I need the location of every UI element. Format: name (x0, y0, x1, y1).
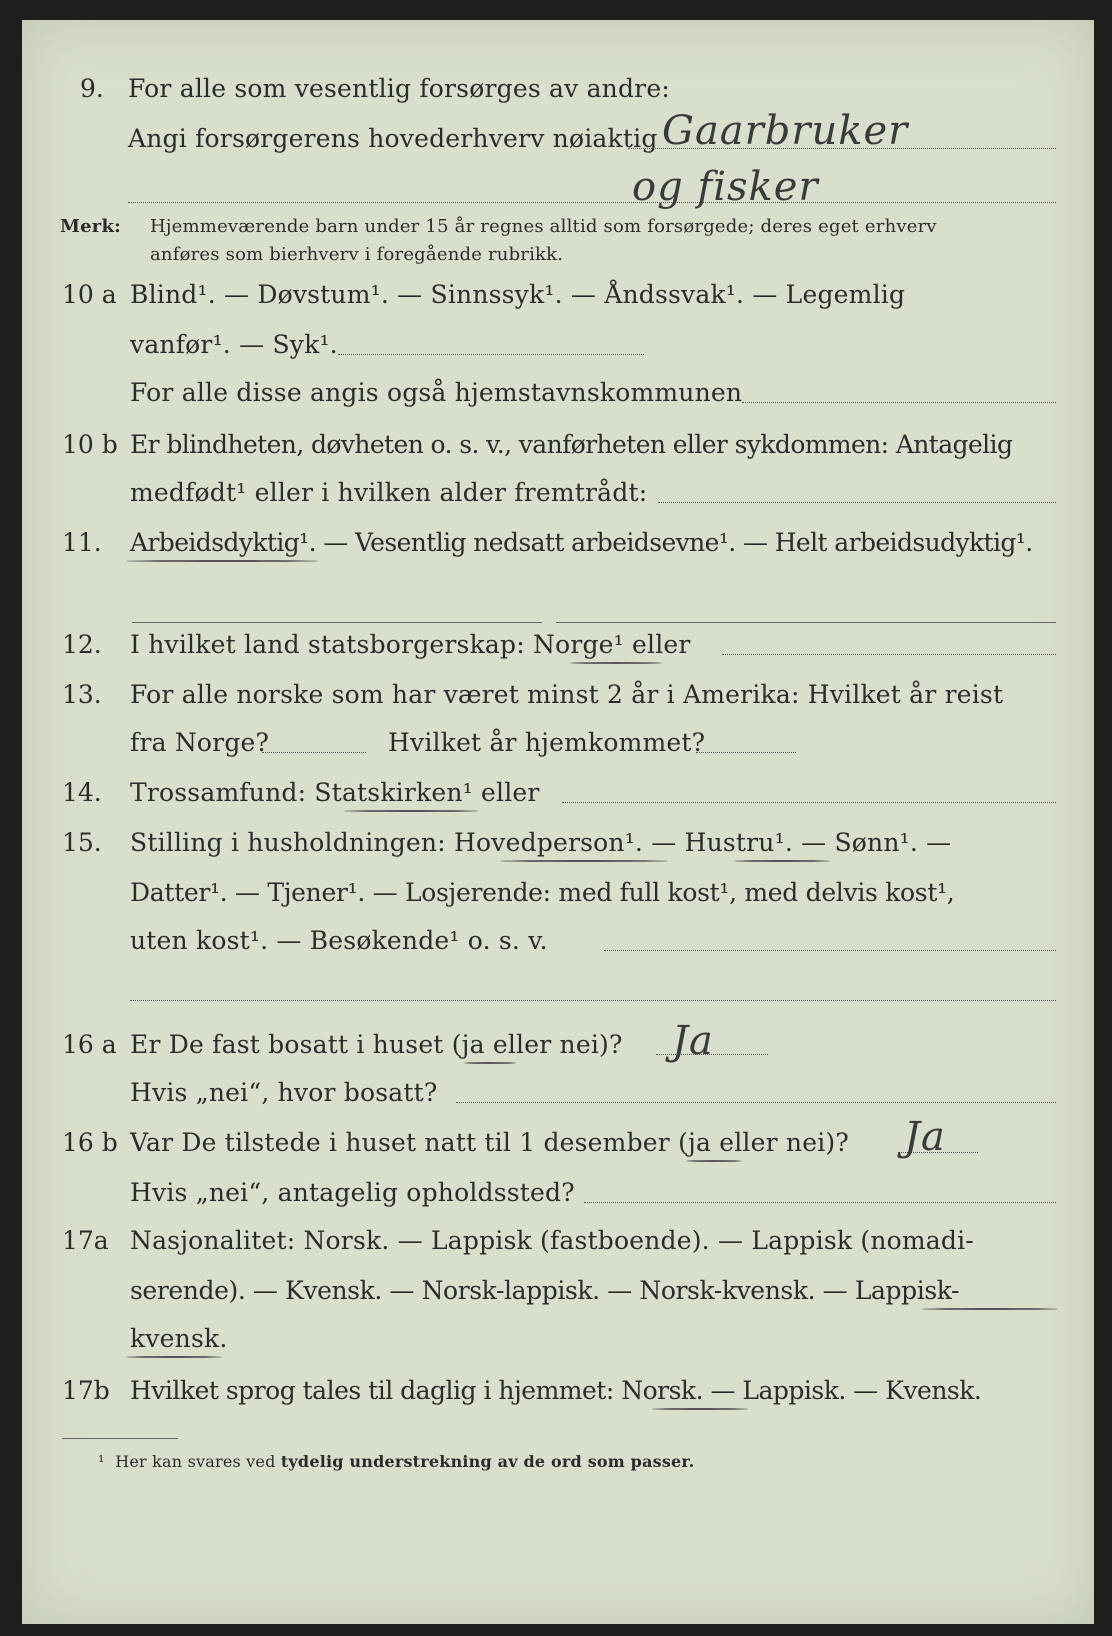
q9-handwritten-answer2: og fisker (632, 164, 819, 210)
q11-underline-arbeidsdyktig (126, 560, 318, 562)
footnote-mark: ¹ (98, 1452, 105, 1471)
q10b-line1: Er blindheten, døvheten o. s. v., vanførheten eller sykdommen: Antagelig (130, 430, 1013, 459)
footnote (98, 1452, 694, 1471)
census-form-page (22, 20, 1094, 1624)
q11-number: 11. (62, 528, 102, 557)
q9-number: 9. (80, 74, 104, 103)
footnote-text-a: Her kan svares ved (115, 1452, 276, 1471)
q17a-line3: kvensk. (130, 1324, 228, 1353)
q13-hjemkommet-line (696, 752, 796, 753)
q16b-underline-ja (686, 1160, 742, 1162)
q16b-number: 16 b (62, 1128, 118, 1157)
q15-underline-hovedperson (500, 860, 668, 862)
q16a-line1: Er De fast bosatt i huset (ja eller nei)? (130, 1030, 623, 1059)
q15-answer-line (604, 950, 1056, 951)
q16a-underline-ja (464, 1062, 516, 1064)
q9-handwritten-answer1: Gaarbruker (662, 108, 909, 154)
q16a-handwritten-answer: Ja (672, 1018, 714, 1064)
q10b-line2: medfødt¹ eller i hvilken alder fremtrådt: (130, 478, 648, 507)
q15-line3: uten kost¹. — Besøkende¹ o. s. v. (130, 926, 548, 955)
q14-line1: Trossamfund: Statskirken¹ eller (130, 778, 540, 807)
q11-rule-left (132, 622, 542, 623)
q10b-number: 10 b (62, 430, 118, 459)
q10b-answer-line (658, 502, 1056, 503)
q13-line1: For alle norske som har været minst 2 år i Amerika: Hvilket år reist (130, 680, 1004, 709)
merk-label: Merk: (60, 216, 121, 237)
q9-line1: For alle som vesentlig forsørges av andre: (128, 74, 670, 103)
q16b-opholdssted-line (584, 1202, 1056, 1203)
q17b-underline-norsk (652, 1408, 748, 1410)
q16b-line2: Hvis „nei“, antagelig opholdssted? (130, 1178, 575, 1207)
q10a-answer-line (338, 354, 644, 355)
q17a-number: 17a (62, 1226, 109, 1255)
footnote-rule (62, 1438, 178, 1439)
footnote-text-b: tydelig understrekning av de ord som passer. (280, 1452, 695, 1471)
q17b-number: 17b (62, 1376, 110, 1405)
q12-answer-line (722, 654, 1056, 655)
q10a-number: 10 a (62, 280, 117, 309)
q16b-handwritten-answer: Ja (904, 1114, 946, 1160)
q15-underline-hustru (734, 860, 830, 862)
q12-line1: I hvilket land statsborgerskap: Norge¹ eller (130, 630, 691, 659)
q13-number: 13. (62, 680, 102, 709)
q17a-underline-kvensk (126, 1356, 222, 1358)
merk-line1: Hjemmeværende barn under 15 år regnes alltid som forsørgede; deres eget erhverv (150, 216, 937, 237)
q16a-bosatt-line (456, 1102, 1056, 1103)
q14-number: 14. (62, 778, 102, 807)
q15-line1: Stilling i husholdningen: Hovedperson¹. — Hustru¹. — Sønn¹. — (130, 828, 952, 857)
q16a-number: 16 a (62, 1030, 117, 1059)
q11-rule-right (556, 622, 1056, 623)
q10a-line3: For alle disse angis også hjemstavnskommunen (130, 378, 743, 407)
q10a-line2: vanfør¹. — Syk¹. (130, 330, 338, 359)
q16a-line2: Hvis „nei“, hvor bosatt? (130, 1078, 438, 1107)
q16b-line1: Var De tilstede i huset natt til 1 desember (ja eller nei)? (130, 1128, 849, 1157)
q13-reist-line (262, 752, 366, 753)
q12-underline-norge (570, 662, 662, 664)
q17a-line2: serende). — Kvensk. — Norsk-lappisk. — Norsk-kvensk. — Lappisk- (130, 1276, 960, 1305)
q14-underline-statskirken (344, 810, 478, 812)
q9-answer-line2 (128, 202, 1056, 203)
q9-line2: Angi forsørgerens hovederhverv nøiaktig (128, 124, 658, 153)
q17a-line1: Nasjonalitet: Norsk. — Lappisk (fastboende). — Lappisk (nomadi- (130, 1226, 974, 1255)
merk-line2: anføres som bierhverv i foregående rubrikk. (150, 244, 564, 265)
q12-number: 12. (62, 630, 102, 659)
q10a-kommune-line (742, 402, 1056, 403)
q14-answer-line (562, 802, 1056, 803)
q11-line1: Arbeidsdyktig¹. — Vesentlig nedsatt arbeidsevne¹. — Helt arbeidsudyktig¹. (130, 528, 1033, 557)
q10a-line1: Blind¹. — Døvstum¹. — Sinnssyk¹. — Åndssvak¹. — Legemlig (130, 280, 906, 309)
q17a-underline-lappisk (922, 1308, 1058, 1310)
q13-line2b: Hvilket år hjemkommet? (388, 728, 706, 757)
q15-extra-line (130, 1000, 1056, 1001)
q17b-line1: Hvilket sprog tales til daglig i hjemmet: Norsk. — Lappisk. — Kvensk. (130, 1376, 982, 1405)
q15-number: 15. (62, 828, 102, 857)
q15-line2: Datter¹. — Tjener¹. — Losjerende: med full kost¹, med delvis kost¹, (130, 878, 955, 907)
q13-line2a: fra Norge? (130, 728, 270, 757)
